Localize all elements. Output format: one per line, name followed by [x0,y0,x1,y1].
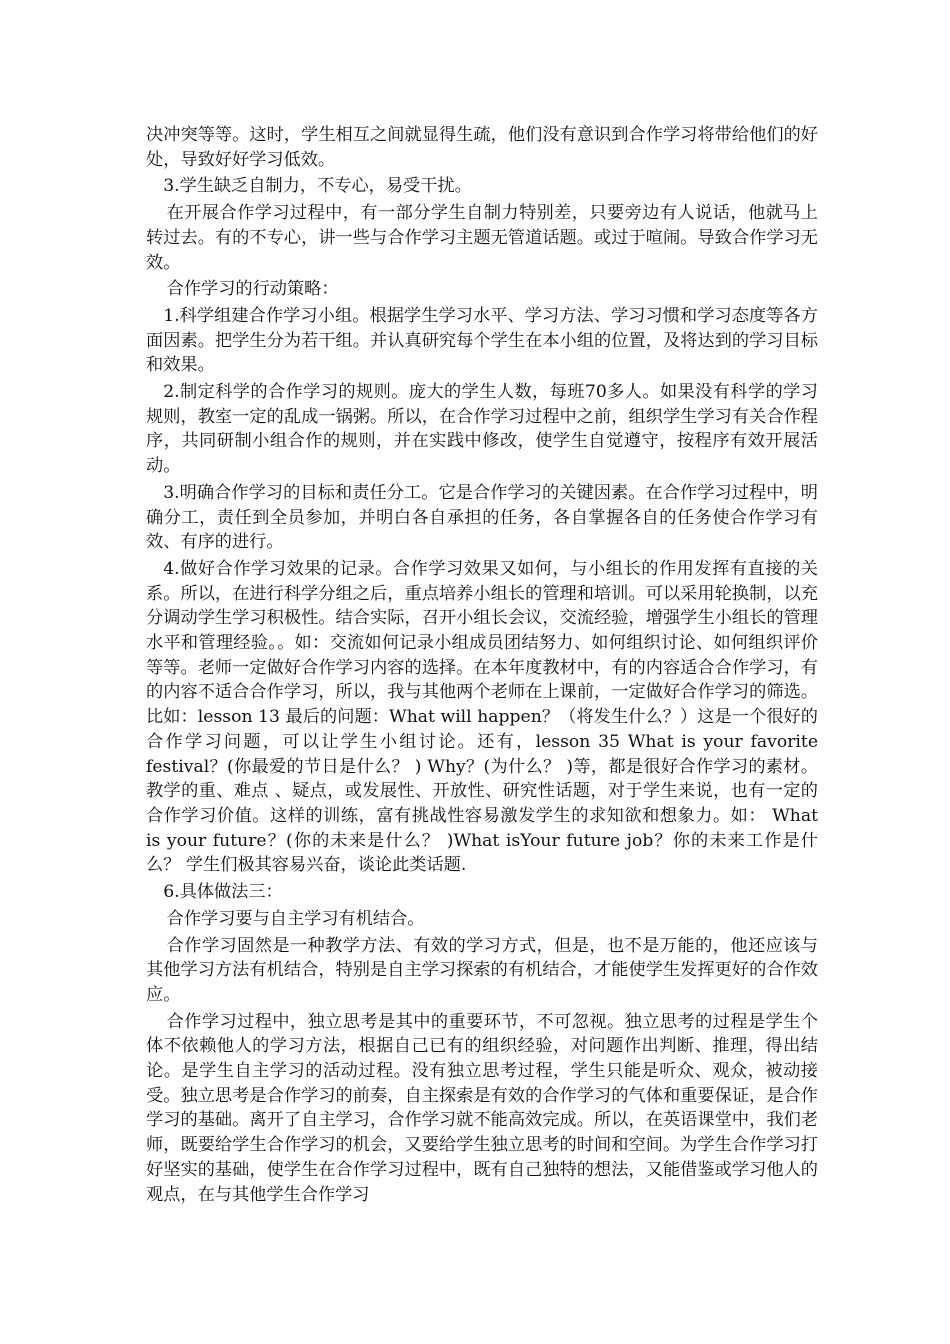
paragraph-4: 合作学习的行动策略： [166,279,339,300]
paragraph-9: 6.具体做法三： [163,882,283,903]
paragraph-8: 4.做好合作学习效果的记录。合作学习效果又如何，与小组长的作用发挥有直接的关系。所以，在进行科学分组之后，重点培养小组长的管理和培训。可以采用轮换制，以充分调动学生学习积极性。结合实际，召开小组长会议，交流经验，增强学生小组长的管理水平和管理经验。。如：交流如何记录小组成员团结努力、如何组织讨论、如何组织评价等等。老师一定做好合作学习内容的选择。在本年度教材中，有的内容适合合作学习，有的内容不适合合作学习，所以，我与其他两个老师在上课前，一定做好合作学习的筛选。比如：lesson 13 最后的问题：What will happen？（将发生什么？）这是一个很好的合作学习问题，可以让学生小组讨论。还有，lesson 35 What is your favorite festival？(你最爱的节日是什么？ ) Why？(为什么？ )等，都是很好合作学习的素材。教学的重、难点 、疑点，或发展性、开放性、研究性话题，对于学生来说，也有一定的合作学习价值。这样的训练，富有挑战性容易激发学生的求知欲和想象力。如： What is your future？(你的未来是什么？ )What isYour future job？你的未来工作是什么？ 学生们极其容易兴奋，谈论此类话题. [146,558,818,876]
paragraph-5: 1.科学组建合作学习小组。根据学生学习水平、学习方法、学习习惯和学习态度等各方面因素。把学生分为若干组。并认真研究每个学生在本小组的位置，及将达到的学习目标和效果。 [146,305,818,376]
paragraph-12: 合作学习过程中，独立思考是其中的重要环节，不可忽视。独立思考的过程是学生个体不依赖他人的学习方法，根据自己已有的组织经验，对问题作出判断、推理，得出结论。是学生自主学习的活动过程。没有独立思考过程，学生只能是听众、观众，被动接受。独立思考是合作学习的前奏，自主探索是有效的合作学习的气体和重要保证，是合作学习的基础。离开了自主学习，合作学习就不能高效完成。所以，在英语课堂中，我们老师，既要给学生合作学习的机会，又要给学生独立思考的时间和空间。为学生合作学习打好坚实的基础，使学生在合作学习过程中，既有自己独特的想法，又能借鉴或学习他人的观点，在与其他学生合作学习 [146,1011,818,1205]
paragraph-2: 3.学生缺乏自制力，不专心，易受干扰。 [163,176,472,197]
paragraph-7: 3.明确合作学习的目标和责任分工。它是合作学习的关键因素。在合作学习过程中，明确分工，责任到全员参加，并明白各自承担的任务，各自掌握各自的任务使合作学习有效、有序的进行。 [146,482,818,553]
paragraph-11: 合作学习固然是一种教学方法、有效的学习方式，但是，也不是万能的，他还应该与其他学习方法有机结合，特别是自主学习探索的有机结合，才能使学生发挥更好的合作效应。 [146,935,818,1005]
paragraph-3: 在开展合作学习过程中，有一部分学生自制力特别差，只要旁边有人说话，他就马上转过去。有的不专心，讲一些与合作学习主题无管道话题。或过于喧闹。导致合作学习无效。 [146,203,818,273]
paragraph-1: 决冲突等等。这时，学生相互之间就显得生疏，他们没有意识到合作学习将带给他们的好处，导致好好学习低效。 [146,125,818,170]
paragraph-6: 2.制定科学的合作学习的规则。庞大的学生人数，每班70多人。如果没有科学的学习规则，教室一定的乱成一锅粥。所以，在合作学习过程中之前，组织学生学习有关合作程序，共同研制小组合作的规则，并在实践中修改，使学生自觉遵守，按程序有效开展活动。 [146,382,818,477]
paragraph-10: 合作学习要与自主学习有机结合。 [166,908,425,929]
document-body [146,123,818,1209]
